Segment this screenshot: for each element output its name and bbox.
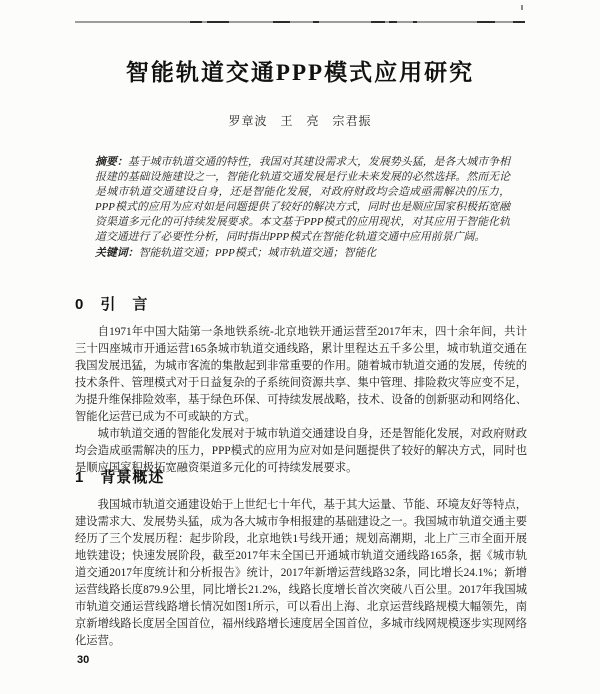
header-rule [75, 21, 525, 23]
section-heading [75, 293, 527, 314]
abstract-label: 摘要： [95, 156, 128, 168]
keywords-line [95, 246, 510, 261]
scan-artifact [413, 21, 417, 23]
abstract-paragraph [95, 155, 510, 246]
scan-artifact [477, 21, 495, 23]
paragraph: 我国城市轨道交通建设始于上世纪七十年代，基于其大运量、节能、环境友好等特点，建设需求大、发展势头猛，成为各大城市争相报建的基础建设之一。我国城市轨道交通主要经历了三个发展历程：起步阶段，北京地铁1号线开通；规划高潮期，北上广三市全面开展地铁建设；快速发展阶段，截至2017年末全国已开通城市轨道交通线路165条，据《城市轨道交通2017年度统计和分析报告》统计，2017年新增运营线路32条，同比增长24.1%；新增运营线路长度879.9公里，同比增长21.2%，线路长度增长首次突破八百公里。2017年我国城市轨道交通运营线路增长情况如图1所示，可以看出上海、北京运营线路规模大幅领先，南京新增线路长度居全国首位，福州线路增长速度居全国首位，多城市线网规模逐步实现网络化运营。 [75, 499, 527, 647]
abstract-block [95, 155, 510, 261]
section-number: 0 [75, 296, 85, 313]
scan-artifact [273, 21, 290, 23]
scan-artifact [513, 21, 525, 23]
paper-title: 智能轨道交通PPP模式应用研究 [125, 60, 475, 85]
scan-artifact [389, 21, 397, 23]
page-number: 30 [77, 654, 90, 666]
section-title: 背景概述 [100, 469, 165, 486]
section-introduction [75, 293, 527, 477]
paper-authors: 罗章波 王 亮 宗君振 [228, 114, 372, 128]
scan-speck [521, 5, 523, 10]
scan-artifact [190, 21, 202, 23]
keywords-label: 关键词： [95, 246, 139, 259]
section-heading [75, 466, 527, 487]
abstract-text: 基于城市轨道交通的特性，我国对其建设需求大，发展势头猛，是各大城市争相报建的基础设施建设之一，智能化轨道交通发展是行业未来发展的必然选择。然而无论是城市轨道交通建设自身，还是智能化发展，对政府财政均会造成亟需解决的压力，PPP模式的应用为应对如是问题提供了较好的解决方式，同时也是顺应国家积极拓宽融资渠道多元化的可持续发展要求。本文基于PPP模式的应用现状，对其应用于智能化轨道交通进行了必要性分析，同时指出PPP模式在智能化轨道交通中应用前景广阔。 [95, 156, 510, 244]
scan-artifact [207, 21, 229, 23]
section-title: 引 言 [100, 296, 149, 313]
paragraph: 自1971年中国大陆第一条地铁系统-北京地铁开通运营至2017年末，四十余年间，共计三十四座城市开通运营165条城市轨道交通线路，累计里程达五千多公里，城市轨道交通在我国发展迅猛，为城市客流的集散起到非常重要的作用。随着城市轨道交通的发展，传统的技术条件、管理模式对于日益复杂的子系统间资源共享、集中管理、排险救灾等应变不足，为提升维保排险效率，基于绿色环保、可持续发展战略，技术、设备的创新驱动和网络化、智能化运营已成为不可或缺的方式。 [75, 326, 527, 423]
keywords-text: 智能轨道交通；PPP模式；城市轨道交通；智能化 [138, 246, 377, 259]
scan-artifact [313, 21, 319, 23]
scan-artifact [371, 21, 385, 23]
section-background [75, 466, 527, 650]
paragraph: 城市轨道交通的智能化发展对于城市轨道交通建设自身，还是智能化发展，对政府财政均会造成亟需解决的压力，PPP模式的应用为应对如是问题提供了较好的解决方式，同时也是顺应国家积极拓宽融资渠道多元化的可持续发展要求。 [75, 428, 527, 474]
section-number: 1 [75, 469, 85, 486]
